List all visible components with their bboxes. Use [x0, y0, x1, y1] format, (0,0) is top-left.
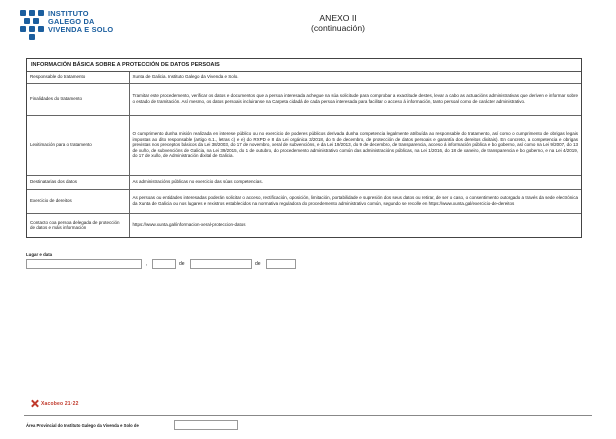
month-input[interactable]: [190, 259, 252, 269]
office-input[interactable]: [174, 420, 238, 430]
row-label: Contacto coa persoa delegada de protección de datos e máis información: [27, 213, 129, 237]
table-row: [27, 72, 581, 83]
xacobeo-logo: [30, 399, 79, 408]
igvs-logo: [20, 10, 113, 40]
row-value: Tramitar este procedemento, verificar os datos e documentos que a persoa interesada achegue na súa solicitude para comprobar a exactitude destes, levar a cabo as actuacións administrativas que deriven e informar sobre o estado de tramitación. Así mesmo, os datos persoais incluiranse na Carpeta cidadá de cada persoa interesada para facilitar o acceso á información, tanto persoal como de carácter administrativo.: [129, 83, 581, 115]
row-label: Lexitimación para o tratamento: [27, 115, 129, 175]
row-value: As persoas ou entidades interesadas poderán solicitar o acceso, rectificación, oposición, limitación, portabilidade e supresión dos seus datos ou retirar, de ser o caso, o consentimento outorgado a través da sede electrónica da Xunta de Galicia ou nos lugares e rexistros establecidos na normativa reguladora do procedemento administrativo común, segundo se recolle en https://www.xunta.gal/exercicio-de-dereitos: [129, 189, 581, 213]
row-value: As administracións públicas no exercicio das súas competencias.: [129, 175, 581, 189]
year-input[interactable]: [266, 259, 296, 269]
row-label: Finalidades do tratamento: [27, 83, 129, 115]
data-protection-table: [26, 58, 582, 238]
document-header: [16, 8, 600, 50]
xacobeo-cross-icon: [30, 399, 39, 408]
xacobeo-text: Xacobeo 21·22: [41, 400, 79, 407]
table-row: [27, 189, 581, 213]
de-separator: de: [179, 261, 185, 267]
place-date-label: Lugar e data: [26, 252, 53, 257]
place-input[interactable]: [26, 259, 142, 269]
logo-text: INSTITUTO GALEGO DA VIVENDA E SOLO: [48, 9, 114, 35]
row-label: Responsable do tratamento: [27, 72, 129, 83]
annex-heading: [278, 13, 398, 33]
row-value: Xunta de Galicia. Instituto Galego da Vivenda e Solo.: [132, 74, 239, 80]
comma-separator: ,: [146, 261, 148, 267]
table-row: [27, 213, 581, 237]
table-row: [27, 175, 581, 189]
office-label: Área Provincial do Instituto Galego da Vivenda e Solo de: [26, 423, 139, 428]
galicia-crest-icon: [20, 10, 44, 40]
annex-subtitle: (continuación): [311, 23, 365, 33]
footer-divider: [24, 415, 592, 416]
row-label: Destinatarias dos datos: [27, 175, 129, 189]
row-label: Exercicio de dereitos: [27, 189, 129, 213]
row-value: https://www.xunta.gal/informacion-xeral-proteccion-datos: [129, 213, 581, 237]
day-input[interactable]: [152, 259, 176, 269]
row-value: O cumprimento dunha misión realizada en interese público ou no exercicio de poderes públicos derivada dunha competencia legalmente atribuída ao responsable do tratamento, así como o cumprimento de obrigas legais impostas ao dito responsable (artigo 6.1., letras c) e e) do RXPD e 8 da Lei orgánica 3/2018, do 5 de decembro, de protección de datos persoais e garantía dos dereitos dixitais). En concreto, a competencia e obrigas previstas nos preceptos básicos da Lei 38/2003, do 17 de novembro, xeral de subvencións, e da Lei 19/2013, do 9 de decembro, de transparencia, acceso á información pública e bo goberno, así como na Lei 9/2007, do 13 de xuño, de subvencións de Galicia, na Lei 39/2015, do 1 de outubro, do procedemento administrativo común das administracións públicas, na Lei 1/2016, do 18 de xaneiro, de transparencia e bo goberno, e na Lei 4/2019, do 17 de xullo, de Administración dixital de Galicia.: [129, 115, 581, 175]
table-title: INFORMACIÓN BÁSICA SOBRE A PROTECCIÓN DE DATOS PERSOAIS: [27, 59, 581, 72]
de-separator: de: [255, 261, 261, 267]
annex-title: ANEXO II: [319, 13, 357, 23]
table-row: [27, 83, 581, 115]
table-row: [27, 115, 581, 175]
place-date-row: [26, 259, 586, 269]
